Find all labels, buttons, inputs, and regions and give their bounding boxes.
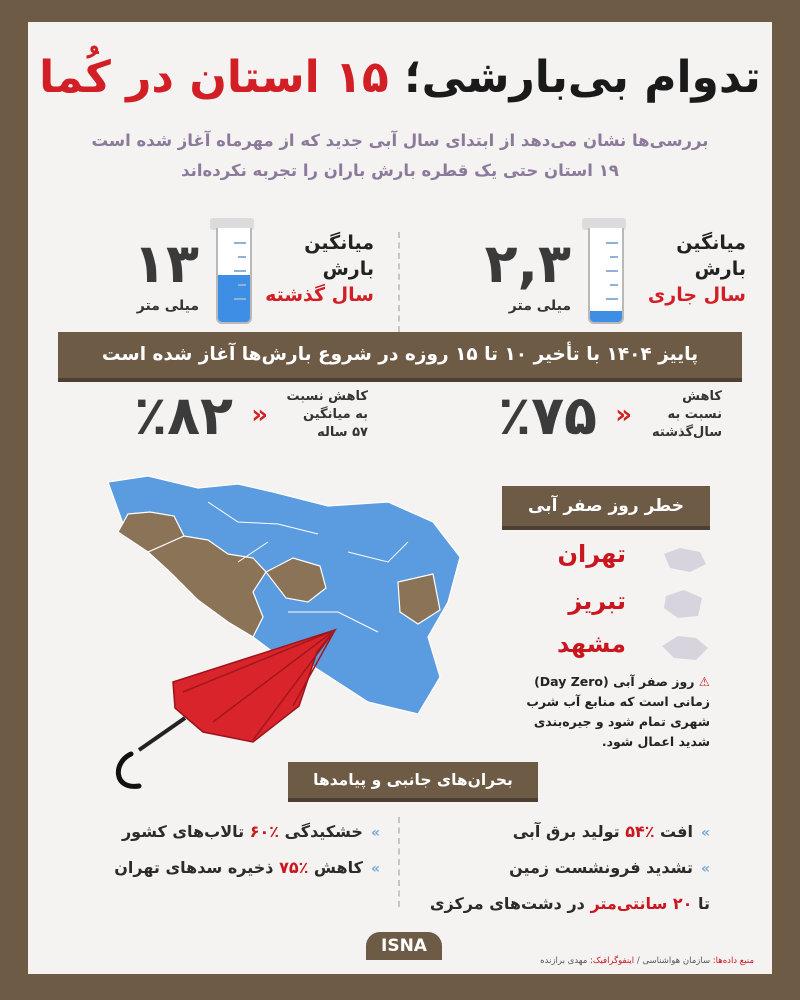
gauge-fill bbox=[590, 311, 622, 322]
gauge-tick bbox=[238, 256, 246, 258]
credit-source: سازمان هواشناسی bbox=[642, 956, 711, 966]
credit-source-label: منبع داده‌ها: bbox=[712, 956, 754, 966]
crisis-item-subsidence bbox=[509, 858, 710, 877]
subtitle-line-2: ۱۹ استان حتی یک قطره بارش باران را تجربه نکرده‌اند bbox=[181, 161, 619, 180]
poster-subtitle bbox=[48, 126, 752, 186]
last-year-label bbox=[264, 230, 374, 308]
last-year-value: ۱۳ bbox=[133, 232, 199, 295]
day-zero-note-line-2: زمانی است که منابع آب شرب bbox=[526, 694, 710, 709]
stat-vs-last-year-value: ٪۷۵ bbox=[498, 384, 597, 447]
current-year-value: ۲,۳ bbox=[484, 232, 571, 295]
gauge-tick bbox=[238, 284, 246, 286]
title-part-2: ۱۵ استان در کُما bbox=[39, 52, 389, 103]
day-zero-header: خطر روز صفر آبی bbox=[502, 486, 710, 526]
warning-icon: ⚠ bbox=[698, 674, 710, 689]
double-chevron-icon: » bbox=[700, 861, 710, 877]
current-year-unit: میلی متر bbox=[508, 298, 571, 314]
city-tabriz: تبریز bbox=[568, 587, 626, 615]
crisis-depth-pre: تا bbox=[692, 894, 710, 913]
stat-vs-longterm-label bbox=[278, 388, 368, 442]
double-chevron-icon: » bbox=[700, 825, 710, 841]
day-zero-note-text-1: روز صفر آبی (Day Zero) bbox=[534, 674, 695, 689]
tehran-outline-icon bbox=[660, 544, 710, 576]
last-label-line-1: میانگین bbox=[304, 232, 374, 254]
credits: منبع داده‌ها: سازمان هواشناسی / اینفوگرافیک: مهدی برازنده bbox=[540, 956, 754, 966]
rain-gauge-icon bbox=[210, 218, 254, 324]
crisis-item-dams bbox=[114, 858, 380, 877]
isna-logo: ISNA bbox=[366, 932, 442, 960]
stat-vs-longterm bbox=[68, 384, 368, 454]
crisis-item-subsidence-depth bbox=[430, 894, 710, 913]
subtitle-line-1: بررسی‌ها نشان می‌دهد از ابتدای سال آبی جدید که از مهرماه آغاز شده است bbox=[91, 131, 709, 150]
crisis-dams-post: ذخیره سدهای تهران bbox=[114, 858, 280, 877]
stat-vs-longterm-value: ٪۸۲ bbox=[134, 384, 233, 447]
current-label-line-1: میانگین bbox=[676, 232, 746, 254]
tabriz-outline-icon bbox=[660, 588, 710, 620]
gauge-tick bbox=[606, 242, 618, 244]
gauge-cup bbox=[216, 228, 252, 324]
crises-header: بحران‌های جانبی و پیامدها bbox=[288, 762, 538, 798]
gauge-tick bbox=[234, 242, 246, 244]
gauge-tick bbox=[606, 270, 618, 272]
current-label-line-2: بارش bbox=[694, 258, 746, 280]
poster-paper bbox=[28, 22, 772, 974]
crisis-wetlands-post: تالاب‌های کشور bbox=[121, 822, 250, 841]
stat-current-label-1: کاهش bbox=[682, 389, 722, 404]
city-mashhad: مشهد bbox=[557, 630, 626, 658]
crises-divider bbox=[398, 817, 400, 907]
stat-longterm-label-1: کاهش نسبت bbox=[286, 389, 368, 404]
credit-design-label: اینفوگرافیک: bbox=[589, 956, 635, 966]
last-year-measure bbox=[54, 218, 374, 338]
stat-longterm-label-2: به میانگین bbox=[303, 407, 368, 422]
last-label-line-3: سال گذشته bbox=[265, 284, 374, 306]
poster-title bbox=[28, 52, 772, 103]
crisis-hydro-red: ٪۵۴ bbox=[625, 822, 655, 841]
crisis-wetlands-pre: خشکیدگی bbox=[279, 822, 363, 841]
current-year-measure bbox=[426, 218, 746, 338]
crisis-dams-pre: کاهش bbox=[308, 858, 363, 877]
current-label-line-3: سال جاری bbox=[647, 284, 746, 306]
crisis-depth-post: در دشت‌های مرکزی bbox=[429, 894, 591, 913]
stat-current-label-2: نسبت به bbox=[667, 407, 722, 422]
crisis-item-wetlands bbox=[122, 822, 380, 841]
crisis-subsidence-pre: تشدید فرونشست زمین bbox=[509, 858, 693, 877]
stat-vs-last-year-label bbox=[642, 388, 722, 442]
gauge-tick bbox=[610, 256, 618, 258]
crisis-item-hydro bbox=[513, 822, 710, 841]
last-year-unit: میلی متر bbox=[136, 298, 199, 314]
mashhad-outline-icon bbox=[660, 632, 710, 664]
gauge-tick bbox=[606, 298, 618, 300]
double-chevron-icon: » bbox=[370, 825, 380, 841]
chevron-left-icon: « bbox=[251, 400, 268, 430]
double-chevron-icon: » bbox=[370, 861, 380, 877]
day-zero-note-line-1 bbox=[520, 672, 710, 692]
day-zero-note-line-4: شدید اعمال شود. bbox=[601, 734, 710, 749]
day-zero-note bbox=[520, 672, 710, 752]
title-part-1: تدوام بی‌بارشی؛ bbox=[388, 52, 761, 103]
gauge-cup bbox=[588, 228, 624, 324]
day-zero-note-line-3: شهری تمام شود و جیره‌بندی bbox=[533, 714, 710, 729]
current-year-label bbox=[636, 230, 746, 308]
city-tehran: تهران bbox=[557, 540, 626, 568]
stat-vs-last-year bbox=[442, 384, 722, 454]
crisis-wetlands-red: ٪۶۰ bbox=[249, 822, 279, 841]
crisis-depth-red: ۲۰ سانتی‌متر bbox=[590, 894, 693, 913]
measure-divider bbox=[398, 232, 400, 332]
gauge-tick bbox=[610, 284, 618, 286]
gauge-tick bbox=[234, 270, 246, 272]
crisis-hydro-post: تولید برق آبی bbox=[512, 822, 626, 841]
rain-gauge-icon bbox=[582, 218, 626, 324]
crisis-dams-red: ٪۷۵ bbox=[279, 858, 309, 877]
credit-design: مهدی برازنده bbox=[540, 956, 588, 966]
autumn-delay-banner: پاییز ۱۴۰۴ با تأخیر ۱۰ تا ۱۵ روزه در شروع بارش‌ها آغاز شده است bbox=[58, 332, 742, 378]
crisis-hydro-pre: افت bbox=[654, 822, 693, 841]
last-label-line-2: بارش bbox=[322, 258, 374, 280]
gauge-tick bbox=[234, 298, 246, 300]
chevron-left-icon: « bbox=[615, 400, 632, 430]
stat-longterm-label-3: ۵۷ ساله bbox=[317, 425, 368, 440]
stat-current-label-3: سال‌گذشته bbox=[652, 425, 722, 440]
